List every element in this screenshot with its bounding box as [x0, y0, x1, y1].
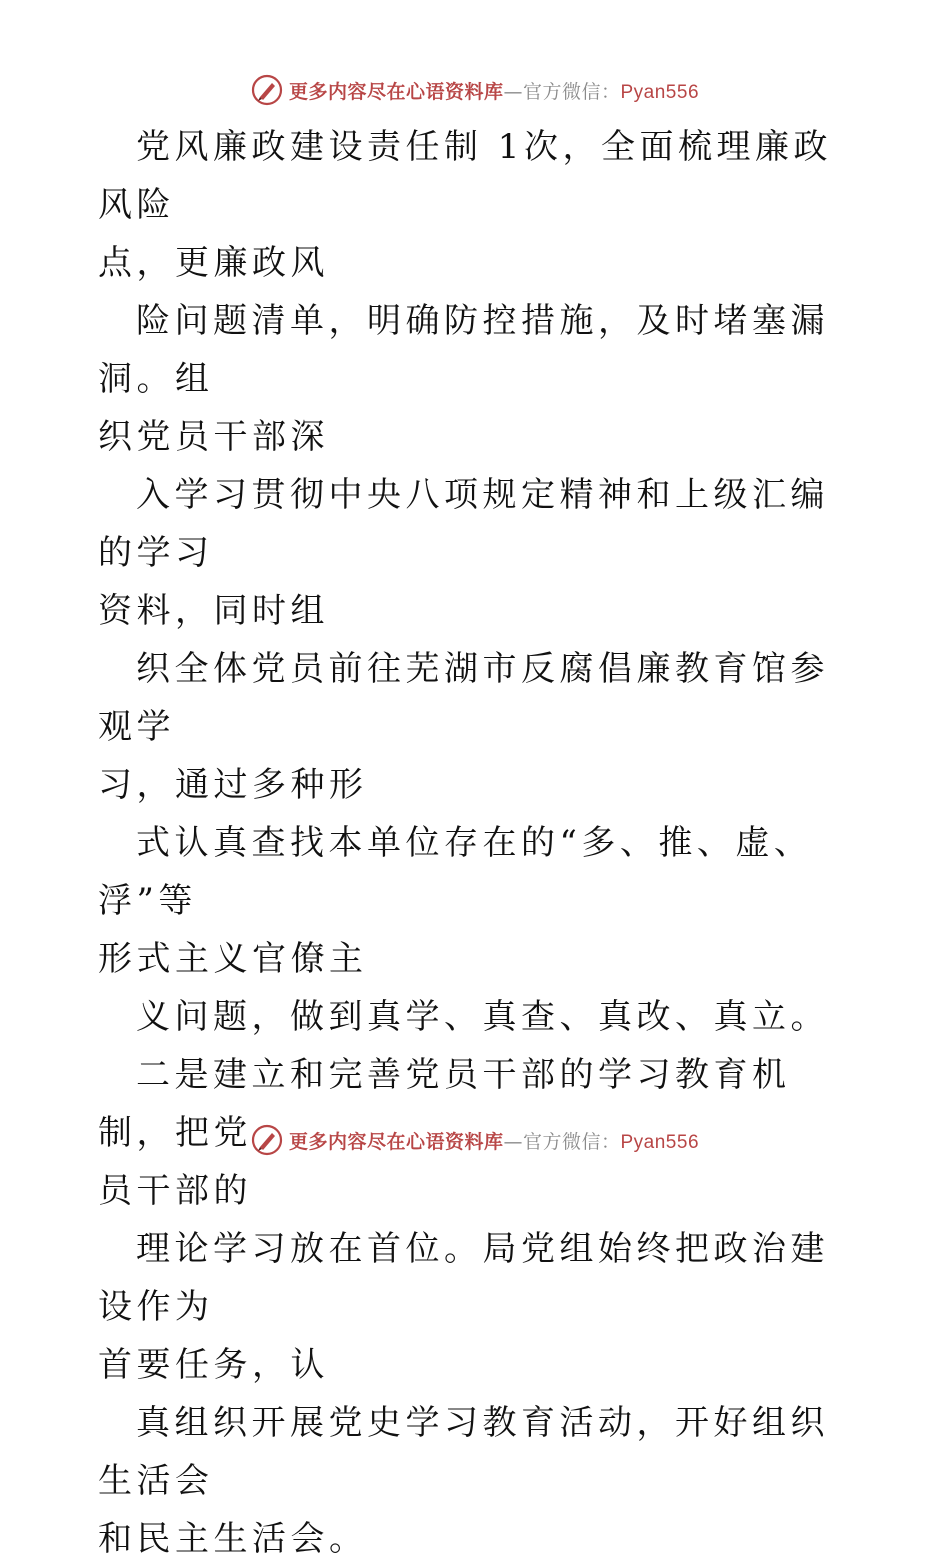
document-body [98, 118, 858, 1568]
paragraph-first-line: 式认真查找本单位存在的“多、推、虚、浮”等 [98, 823, 813, 921]
paragraph [98, 640, 858, 814]
paragraph-continuation: 习，通过多种形 [98, 765, 368, 805]
paragraph-first-line: 义问题，做到真学、真查、真改、真立。 [136, 997, 829, 1037]
paragraph-continuation: 点，更廉政风 [98, 243, 329, 283]
paragraph [98, 466, 858, 640]
paragraph-first-line: 险问题清单，明确防控措施，及时堵塞漏洞。组 [98, 301, 829, 399]
header-banner [0, 70, 950, 110]
footer-wechat-id: Pyan556 [620, 1131, 700, 1153]
paragraph [98, 988, 858, 1046]
paragraph-continuation: 首要任务，认 [98, 1345, 329, 1385]
header-wechat-label: 官方微信： [522, 80, 621, 103]
paragraph [98, 1220, 858, 1394]
footer-dash: — [503, 1130, 523, 1153]
paragraph-first-line: 真组织开展党史学习教育活动，开好组织生活会 [98, 1403, 829, 1501]
paragraph-first-line: 入学习贯彻中央八项规定精神和上级汇编的学习 [98, 475, 829, 573]
header-banner-text [289, 77, 699, 104]
paragraph-first-line: 二是建立和完善党员干部的学习教育机制，把党 [98, 1055, 791, 1153]
footer-banner-text [289, 1127, 699, 1154]
header-brand: 更多内容尽在心语资料库 [288, 80, 504, 103]
paragraph-continuation: 织党员干部深 [98, 417, 329, 457]
footer-banner [0, 1120, 950, 1160]
paragraph [98, 118, 858, 292]
header-wechat-id: Pyan556 [620, 81, 700, 103]
paragraph-continuation: 和民主生活会。 [98, 1519, 368, 1559]
paragraph-first-line: 党风廉政建设责任制 1次，全面梳理廉政风险 [98, 127, 832, 225]
paragraph-continuation: 形式主义官僚主 [98, 939, 368, 979]
pen-logo-icon [251, 1124, 283, 1156]
paragraph [98, 1394, 858, 1568]
pen-logo-icon [251, 74, 283, 106]
paragraph [98, 292, 858, 466]
footer-wechat-label: 官方微信： [522, 1130, 621, 1153]
paragraph [98, 814, 858, 988]
paragraph-continuation: 员干部的 [98, 1171, 252, 1211]
paragraph-first-line: 织全体党员前往芜湖市反腐倡廉教育馆参观学 [98, 649, 829, 747]
header-dash: — [503, 80, 523, 103]
paragraph-continuation: 资料，同时组 [98, 591, 329, 631]
paragraph-first-line: 理论学习放在首位。局党组始终把政治建设作为 [98, 1229, 829, 1327]
footer-brand: 更多内容尽在心语资料库 [288, 1130, 504, 1153]
